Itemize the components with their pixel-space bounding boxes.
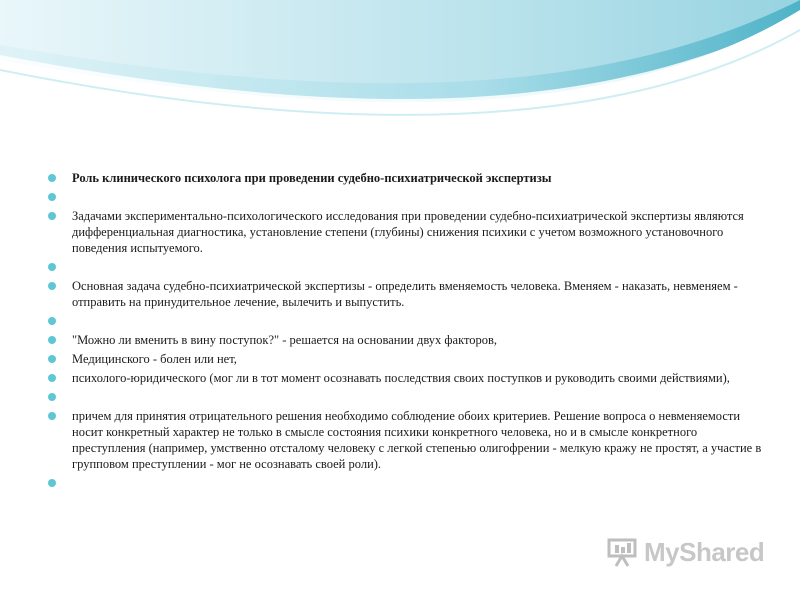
bullet-dot-icon bbox=[48, 479, 56, 487]
bullet-dot-icon bbox=[48, 174, 56, 182]
bullet-item bbox=[48, 408, 768, 472]
bullet-item bbox=[48, 170, 768, 186]
bullet-text: "Можно ли вменить в вину поступок?" - решается на основании двух факторов, bbox=[72, 333, 498, 347]
bullet-item bbox=[48, 208, 768, 256]
bullet-list bbox=[48, 170, 768, 494]
bullet-item bbox=[48, 189, 768, 205]
bullet-dot-icon bbox=[48, 336, 56, 344]
bullet-dot-icon bbox=[48, 212, 56, 220]
bullet-dot-icon bbox=[48, 412, 56, 420]
bullet-dot-icon bbox=[48, 263, 56, 271]
presentation-board-icon bbox=[606, 536, 638, 568]
bullet-item bbox=[48, 351, 768, 367]
bullet-text: Основная задача судебно-психиатрической экспертизы - определить вменяемость человека. Вменяем - наказать, невменяем - отправить на принудительное лечение, вылечить и выпустить. bbox=[72, 279, 738, 309]
bullet-text: Медицинского - болен или нет, bbox=[72, 352, 237, 366]
bullet-text: Задачами экспериментально-психологического исследования при проведении судебно-психиатрической экспертизы являются дифференциальная диагностика, установление степени (глубины) снижения психики с учетом возможного установочного поведения испытуемого. bbox=[72, 209, 744, 255]
bullet-item bbox=[48, 259, 768, 275]
bullet-item bbox=[48, 475, 768, 491]
bullet-dot-icon bbox=[48, 317, 56, 325]
bullet-item bbox=[48, 370, 768, 386]
bullet-item bbox=[48, 278, 768, 310]
myshared-watermark bbox=[606, 536, 764, 568]
bullet-item bbox=[48, 332, 768, 348]
bullet-item bbox=[48, 313, 768, 329]
bullet-text: причем для принятия отрицательного решения необходимо соблюдение обоих критериев. Решение вопроса о невменяемости носит конкретный характер не только в смысле состояния психики конкретного человека, но и в смысле конкретного преступления (например, умственно отсталому человеку с легкой степенью олигофрении - мелкую кражу не простят, а участие в групповом преступлении - мог не осознавать своей роли). bbox=[72, 409, 762, 471]
bullet-dot-icon bbox=[48, 282, 56, 290]
header-wave-decoration bbox=[0, 0, 800, 150]
bullet-dot-icon bbox=[48, 393, 56, 401]
bullet-text: Роль клинического психолога при проведении судебно-психиатрической экспертизы bbox=[72, 171, 552, 185]
bullet-dot-icon bbox=[48, 374, 56, 382]
watermark-text: MyShared bbox=[644, 536, 765, 567]
bullet-item bbox=[48, 389, 768, 405]
bullet-dot-icon bbox=[48, 193, 56, 201]
bullet-dot-icon bbox=[48, 355, 56, 363]
bullet-text: психолого-юридического (мог ли в тот момент осознавать последствия своих поступков и руководить своими действиями), bbox=[72, 371, 730, 385]
